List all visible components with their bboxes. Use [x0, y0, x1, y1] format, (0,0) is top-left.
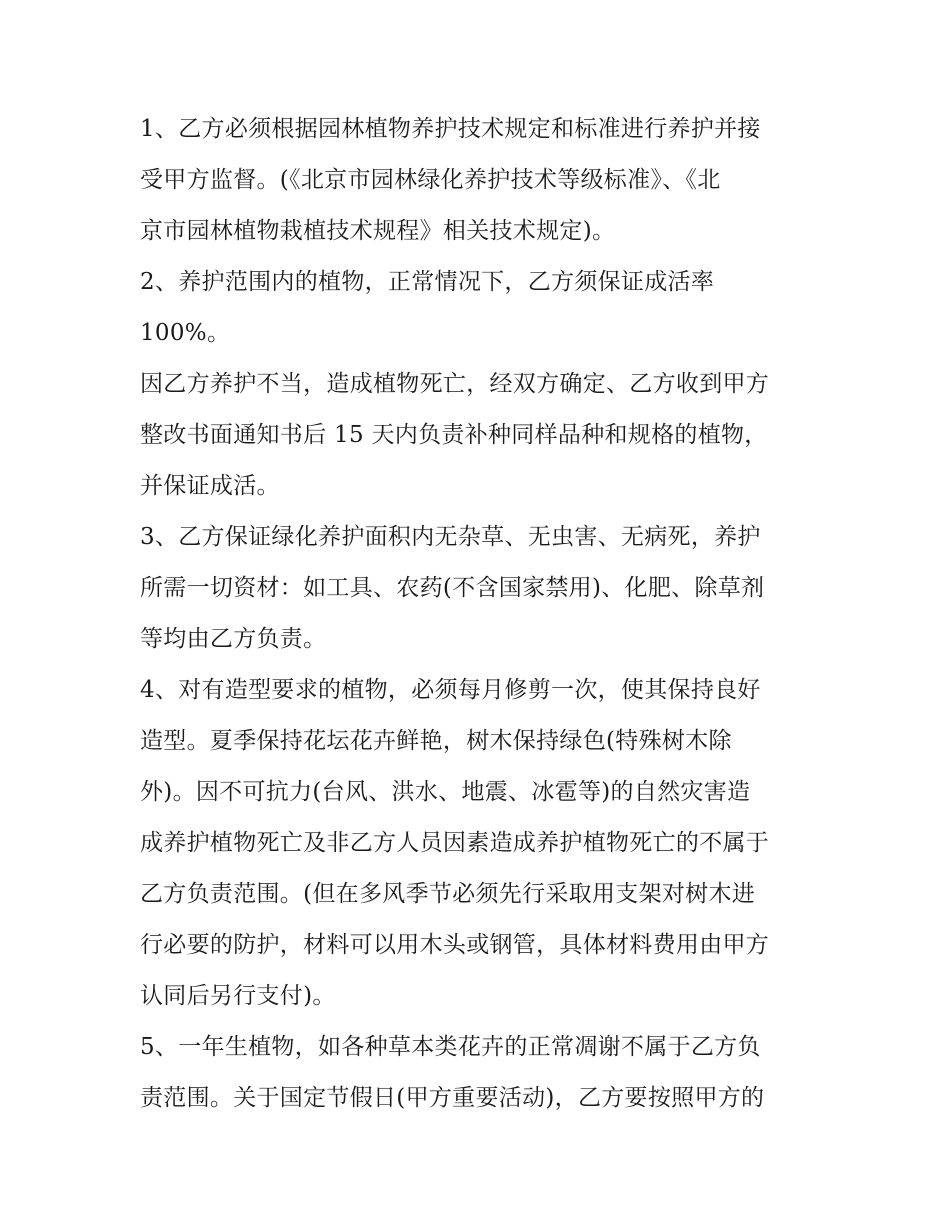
text-line: 1、乙方必须根据园林植物养护技术规定和标准进行养护并接 — [140, 116, 761, 142]
text-line: 外)。因不可抗力(台风、洪水、地震、冰雹等)的自然灾害造 — [140, 779, 751, 805]
text-line: 认同后另行支付)。 — [140, 983, 336, 1009]
text-line: 4、对有造型要求的植物，必须每月修剪一次，使其保持良好 — [140, 677, 761, 703]
text-line: 5、一年生植物，如各种草本类花卉的正常凋谢不属于乙方负 — [140, 1034, 761, 1060]
text-line: 100%。 — [140, 320, 231, 346]
document-body — [140, 104, 820, 1124]
text-line: 成养护植物死亡及非乙方人员因素造成养护植物死亡的不属于 — [140, 830, 770, 856]
text-line: 责范围。关于国定节假日(甲方重要活动)，乙方要按照甲方的 — [140, 1085, 765, 1111]
text-line: 乙方负责范围。(但在多风季节必须先行采取用支架对树木进 — [140, 881, 756, 907]
text-line: 因乙方养护不当，造成植物死亡，经双方确定、乙方收到甲方 — [140, 371, 770, 397]
text-line: 京市园林植物栽植技术规程》相关技术规定)。 — [140, 218, 616, 244]
text-line: 3、乙方保证绿化养护面积内无杂草、无虫害、无病死，养护 — [140, 524, 761, 550]
text-line: 并保证成活。 — [140, 473, 280, 499]
text-line: 行必要的防护，材料可以用木头或钢管，具体材料费用由甲方 — [140, 932, 770, 958]
text-line: 2、养护范围内的植物，正常情况下，乙方须保证成活率 — [140, 269, 715, 295]
text-line: 受甲方监督。(《北京市园林绿化养护技术等级标准》、《北 — [140, 167, 721, 193]
text-line: 所需一切资材：如工具、农药(不含国家禁用)、化肥、除草剂 — [140, 575, 765, 601]
text-line: 整改书面通知书后 15 天内负责补种同样品种和规格的植物， — [140, 422, 768, 448]
text-line: 等均由乙方负责。 — [140, 626, 327, 652]
text-line: 造型。夏季保持花坛花卉鲜艳，树木保持绿色(特殊树木除 — [140, 728, 732, 754]
